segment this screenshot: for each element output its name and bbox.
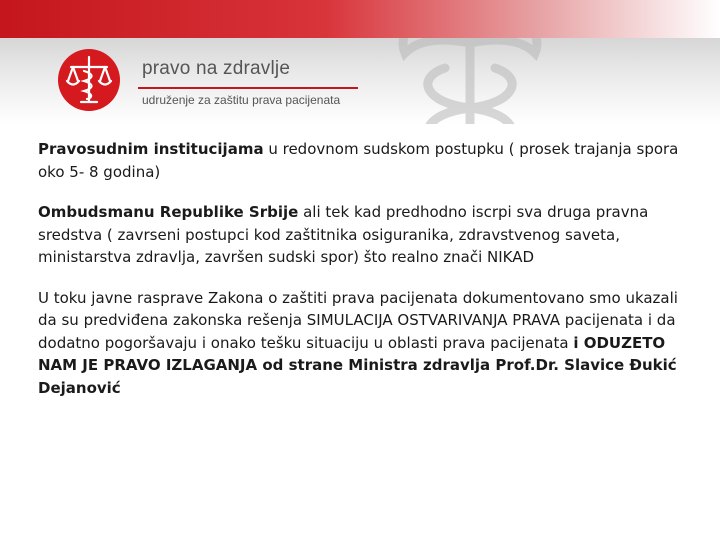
paragraph-ombudsman [38, 201, 688, 269]
logo-icon [56, 47, 122, 113]
slide-body [38, 138, 688, 417]
brand-tagline: udruženje za zaštitu prava pacijenata [142, 93, 341, 107]
paragraph-text: ali tek kad predhodno iscrpi sva druga pravna sredstva ( zavrseni postupci kod zaštitnika osiguranika, zdravstvenog saveta, ministarstva zdravlja, završen sudski spor) što realno znači NIKAD [38, 203, 649, 266]
brand-divider [138, 87, 358, 89]
paragraph-lead: Pravosudnim institucijama [38, 140, 264, 158]
top-accent-bar [0, 0, 720, 38]
paragraph-bold-tail: i ODUZETO NAM JE PRAVO IZLAGANJA od strane Ministra zdravlja Prof.Dr. Slavice Đukić Dejanović [38, 333, 677, 397]
brand-name: pravo na zdravlje [142, 58, 291, 79]
paragraph-lead: Ombudsmanu Republike Srbije [38, 203, 299, 221]
paragraph-judicial [38, 138, 688, 183]
header [0, 38, 720, 124]
paragraph-public-debate [38, 287, 688, 400]
paragraph-text: u redovnom sudskom postupku ( prosek trajanja spora oko 5- 8 godina) [38, 140, 679, 181]
paragraph-text: U toku javne rasprave Zakona o zaštiti prava pacijenata dokumentovano smo ukazali da su predviđena zakonska rešenja SIMULACIJA OSTVARIVANJA PRAVA pacijenata i da dodatno pogoršavaju i onako tešku situaciju u oblasti prava pacijenata [38, 288, 678, 352]
caduceus-icon [385, 38, 555, 124]
